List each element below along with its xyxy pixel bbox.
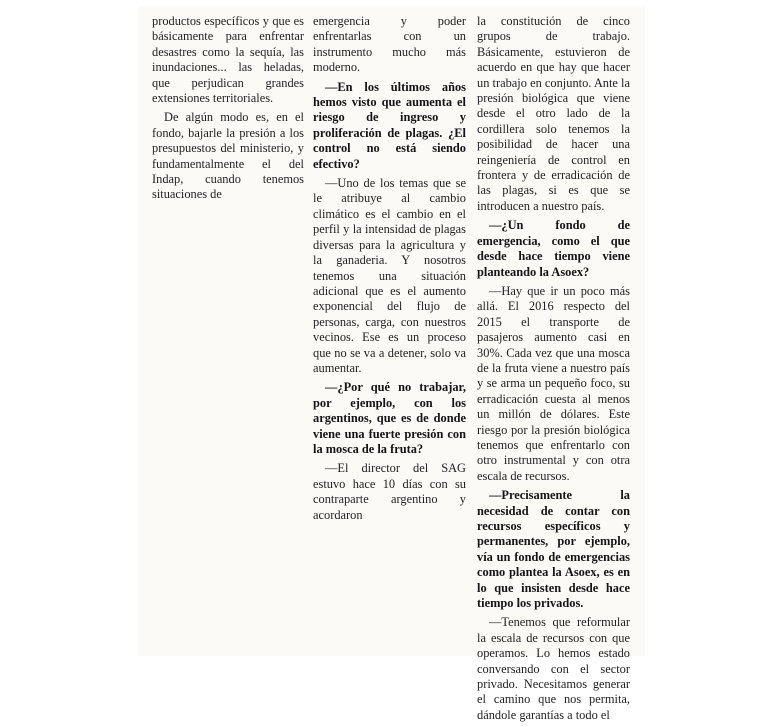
article-column-1 <box>152 14 304 207</box>
paragraph: De algún modo es, en el fondo, bajarle la presión a los presupuestos del ministerio, y fundamentalmente el del Indap, cuando tenemos situaciones de <box>152 110 304 202</box>
interview-question: —En los últimos años hemos visto que aumenta el riesgo de ingreso y proliferación de plagas. ¿El control no está siendo efectivo? <box>313 79 466 171</box>
interview-question: —Precisamente la necesidad de contar con recursos específicos y permanentes, por ejemplo, vía un fondo de emergencias como plantea la Asoex, es en lo que insisten desde hace tiempo los privados. <box>477 488 630 611</box>
paragraph: productos específicos y que es básicamente para enfrentar desastres como la sequía, las inundaciones... las heladas, que perjudican grandes extensiones territoriales. <box>152 14 304 106</box>
interview-question: —¿Por qué no trabajar, por ejemplo, con los argentinos, que es de donde viene una fuerte presión con la mosca de la fruta? <box>313 380 466 456</box>
paragraph: la constitución de cinco grupos de trabajo. Básicamente, estuvieron de acuerdo en que hay que hacer un trabajo en conjunto. Ante la presión biológica que viene desde el otro lado de la cordillera solo tenemos la posibilidad de hacer una reingeniería de control en frontera y de erradicación de las plagas, si es que se introducen a nuestro país. <box>477 14 630 213</box>
interview-answer: —El director del SAG estuvo hace 10 días con su contraparte argentino y acordaron <box>313 461 466 522</box>
interview-answer: —Hay que ir un poco más allá. El 2016 respecto del 2015 el transporte de pasajeros aumento casi en 30%. Cada vez que una mosca de la fruta viene a nuestro país y se arma un pequeño foco, su erradicación cuesta al menos un millón de dólares. Este riesgo por la presión biológica tenemos que enfrentarlo con otro instrumental y con otra escala de recursos. <box>477 283 630 483</box>
interview-answer: —Uno de los temas que se le atribuye al cambio climático es el cambio en el perfil y la intensidad de plagas diversas para la agricultura y la ganaderia. Y nosotros tenemos una situación adicional que es el aumento exponencial del flujo de personas, carga, con nuestros vecinos. Ese es un proceso que no se va a detener, solo va aumentar. <box>313 176 466 375</box>
interview-answer: —Tenemos que reformular la escala de recursos con que operamos. Lo hemos estado conversando con el sector privado. Necesitamos generar el camino que nos permita, dándole garantías a todo el <box>477 615 630 722</box>
article-column-2 <box>313 14 466 527</box>
interview-question: —¿Un fondo de emergencia, como el que desde hace tiempo viene planteando la Asoex? <box>477 218 630 279</box>
article-column-3 <box>477 14 630 727</box>
paragraph: emergencia y poder enfrentarlas con un instrumento mucho más moderno. <box>313 14 466 75</box>
